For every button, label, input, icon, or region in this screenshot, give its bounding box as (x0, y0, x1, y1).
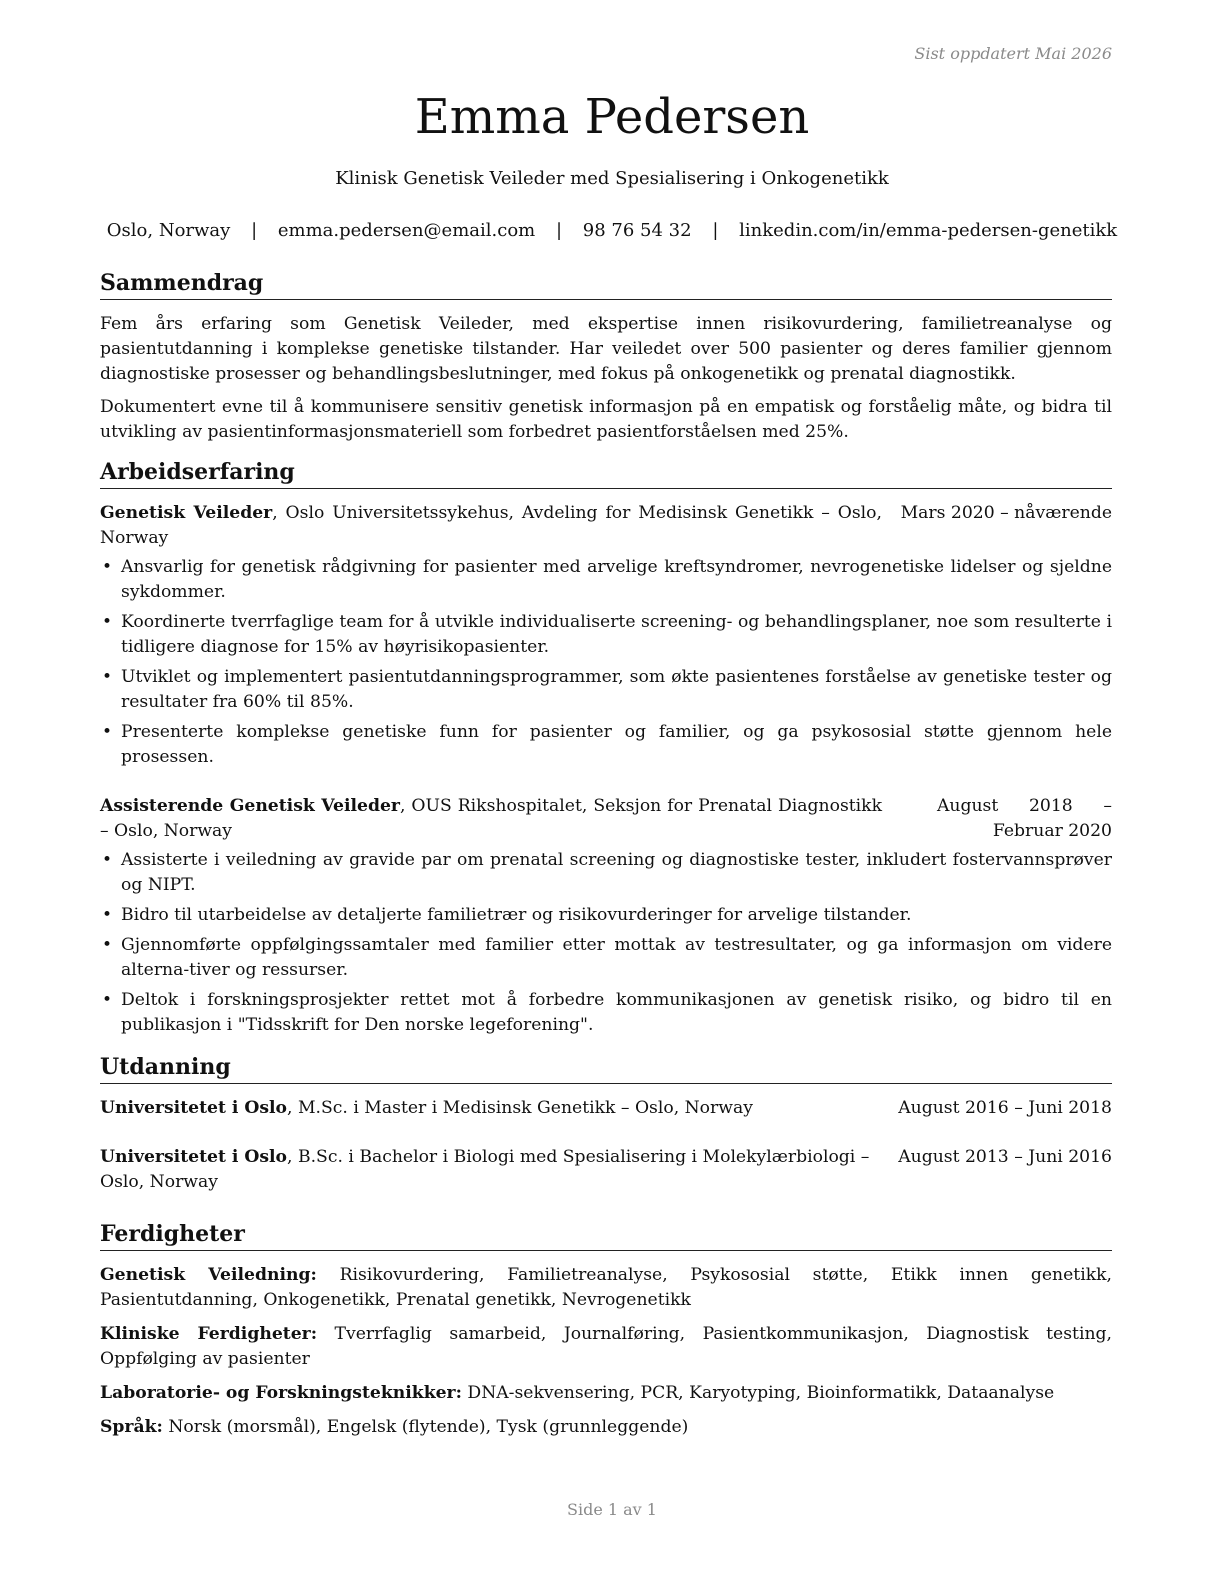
job-bullet: • Koordinerte tverrfaglige team for å utvikle individualiserte screening- og behandlingsplaner, noe som resulterte i tidligere diagnose for 15% av høyrisikopasienter. (100, 610, 1112, 660)
contact-separator: | (712, 220, 719, 241)
education-degree: , M.Sc. i Master i Medisinsk Genetikk – Oslo, Norway (287, 1098, 753, 1118)
summary-section (100, 268, 1112, 445)
education-section (100, 1052, 1112, 1195)
job-bullet: • Utviklet og implementert pasientutdanningsprogrammer, som økte pasientenes forståelse av genetiske tester og resultater fra 60% til 85%. (100, 665, 1112, 715)
contact-line (0, 218, 1224, 244)
job-bullet: • Bidro til utarbeidelse av detaljerte familietrær og risikovurderinger for arvelige tilstander. (100, 903, 1112, 928)
last-updated: Sist oppdatert Mai 2026 (914, 44, 1112, 63)
job-entry (100, 501, 1112, 770)
job-title: Genetisk Veileder (100, 503, 273, 523)
contact-phone: 98 76 54 32 (582, 220, 692, 241)
skill-items: DNA-sekvensering, PCR, Karyotyping, Bioinformatikk, Dataanalyse (467, 1383, 1055, 1403)
summary-heading: Sammendrag (100, 268, 1112, 300)
job-bullet: • Ansvarlig for genetisk rådgivning for pasienter med arvelige kreftsyndromer, nevrogenetiske lidelser og sjeldne sykdommer. (100, 555, 1112, 605)
contact-location: Oslo, Norway (106, 220, 231, 241)
job-header (100, 794, 1112, 844)
education-entry (100, 1096, 1112, 1121)
experience-section (100, 457, 1112, 1038)
summary-paragraph: Fem års erfaring som Genetisk Veileder, med ekspertise innen risikovurdering, familietreanalyse og pasientutdanning i komplekse genetiske tilstander. Har veiledet over 500 pasienter og deres familier gjennom diagnostiske prosesser og behandlingsbeslutninger, med fokus på onkogenetikk og prenatal diagnostikk. (100, 314, 1112, 384)
education-date: August 2016 – Juni 2018 (898, 1098, 1112, 1118)
job-bullets (100, 555, 1112, 770)
summary-paragraph: Dokumentert evne til å kommunisere sensitiv genetisk informasjon på en empatisk og forståelig måte, og bidra til utvikling av pasientinformasjonsmateriell som forbedret pasientforståelsen med 25%. (100, 397, 1112, 442)
job-title: Assisterende Genetisk Veileder (100, 796, 400, 816)
job-bullet: • Assisterte i veiledning av gravide par om prenatal screening og diagnostiske tester, inkludert fostervannsprøver og NIPT. (100, 848, 1112, 898)
skill-items: Risikovurdering, Familietreanalyse, Psykososial støtte, Etikk innen genetikk, Pasientutdanning, Onkogenetikk, Prenatal genetikk, Nevrogenetikk (100, 1265, 1112, 1310)
job-organization: , OUS Rikshospitalet, Seksjon for Prenatal Diagnostikk – Oslo, Norway (100, 796, 882, 841)
skills-heading: Ferdigheter (100, 1219, 1112, 1251)
page-number: Side 1 av 1 (567, 1500, 657, 1519)
education-entry (100, 1145, 1112, 1195)
skill-group (100, 1263, 1112, 1313)
skill-items: Norsk (morsmål), Engelsk (flytende), Tysk (grunnleggende) (168, 1417, 689, 1437)
job-bullets (100, 848, 1112, 1038)
skill-group (100, 1381, 1112, 1406)
resume-content (100, 268, 1112, 1452)
job-bullet: • Gjennomførte oppfølgingssamtaler med familier etter mottak av testresultater, og ga informasjon om videre alterna-tiver og ressurser. (100, 933, 1112, 983)
skill-group (100, 1415, 1112, 1440)
skill-group (100, 1322, 1112, 1372)
education-school: Universitetet i Oslo (100, 1098, 288, 1118)
education-date: August 2013 – Juni 2016 (898, 1147, 1112, 1167)
education-degree: , B.Sc. i Bachelor i Biologi med Spesialisering i Molekylærbiologi – Oslo, Norway (100, 1147, 870, 1192)
job-organization: , Oslo Universitetssykehus, Avdeling for Medisinsk Genetikk – Oslo, Norway (100, 503, 882, 548)
job-bullet: • Presenterte komplekse genetiske funn for pasienter og familier, og ga psykososial støtte gjennom hele prosessen. (100, 720, 1112, 770)
skills-section (100, 1219, 1112, 1440)
contact-separator: | (555, 220, 563, 241)
education-school: Universitetet i Oslo (100, 1147, 288, 1167)
job-bullet: • Deltok i forskningsprosjekter rettet mot å forbedre kommunikasjonen av genetisk risiko, og bidro til en publikasjon i "Tidsskrift for Den norske legeforening". (100, 988, 1112, 1038)
contact-linkedin[interactable]: linkedin.com/in/emma-pedersen-genetikk (739, 220, 1118, 241)
skill-label: Genetisk Veiledning: (100, 1265, 317, 1285)
job-date: Mars 2020 – nåværende (900, 503, 1112, 523)
contact-separator: | (251, 220, 258, 241)
contact-email[interactable]: emma.pedersen@email.com (277, 220, 536, 241)
education-heading: Utdanning (100, 1052, 1112, 1084)
candidate-subtitle: Klinisk Genetisk Veileder med Spesialisering i Onkogenetikk (335, 168, 889, 189)
experience-heading: Arbeidserfaring (100, 457, 1112, 489)
skill-items: Tverrfaglig samarbeid, Journalføring, Pasientkommunikasjon, Diagnostisk testing, Oppfølging av pasienter (100, 1324, 1112, 1369)
skill-label: Språk: (100, 1417, 163, 1437)
job-entry (100, 794, 1112, 1038)
job-header (100, 501, 1112, 551)
candidate-name: Emma Pedersen (414, 89, 810, 145)
skill-label: Laboratorie- og Forskningsteknikker: (100, 1383, 462, 1403)
job-date: August 2018 – Februar 2020 (937, 796, 1112, 841)
skill-label: Kliniske Ferdigheter: (100, 1324, 318, 1344)
